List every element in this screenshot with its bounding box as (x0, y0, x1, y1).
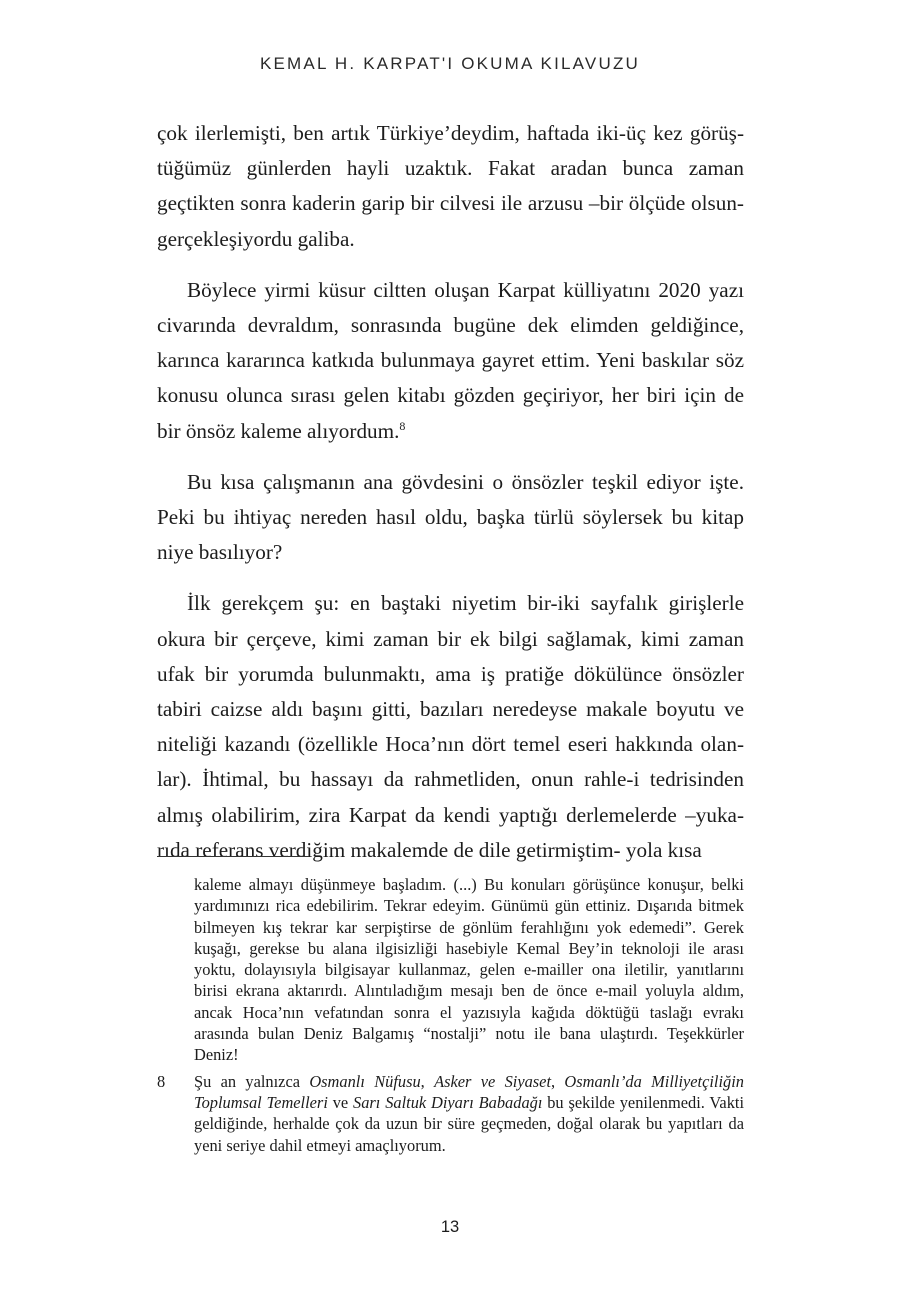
footnote-separator (157, 856, 309, 857)
book-title: Osmanlı’da Milliyetçiliğin Toplumsal Temelleri (194, 1071, 744, 1112)
footnote-8-text: Şu an yalnızca Osmanlı Nüfusu, Asker ve Siyaset, Osmanlı’da Milliyetçiliğin Toplumsal Temelleri ve Sarı Saltuk Diyarı Babadağı bu şekilde yenilenmedi. Vakti geldiğinde, herhalde çok da uzun bir süre geçmeden, doğal olarak bu yapıtları da yeni seriye dahil etmeyi amaçlıyorum. (194, 1071, 744, 1155)
paragraph-2 (157, 273, 744, 449)
paragraph-1: çok ilerlemişti, ben artık Türkiye’deydim, haftada iki-üç kez görüştüğümüz günlerden hayli uzaktık. Fakat aradan bunca zaman geçtikten sonra kaderin garip bir cilvesi ile arzusu –bir ölçüde olsun- gerçekleşiyordu galiba. (157, 121, 744, 251)
paragraph-3: Bu kısa çalışmanın ana gövdesini o önsözler teşkil ediyor işte. Peki bu ihtiyaç nereden hasıl oldu, başka türlü söylersek bu kitap niye basılıyor? (157, 469, 744, 565)
footnote-8 (157, 1071, 744, 1156)
paragraph-2-text: Böylece yirmi küsur ciltten oluşan Karpat külliyatını 2020 yazı civarında devraldım, sonrasında bugüne dek elimden geldiğince, karınca kararınca katkıda bulunmaya gayret ettim. Yeni baskılar söz konusu olunca sırası gelen kitabı gözden geçiriyor, her biri için de bir önsöz kaleme alıyordum. (157, 277, 744, 443)
running-head: KEMAL H. KARPAT'I OKUMA KILAVUZU (259, 54, 641, 73)
paragraph-4: İlk gerekçem şu: en baştaki niyetim bir-iki sayfalık girişlerle okura bir çerçeve, kimi zaman bir ek bilgi sağlamak, kimi zaman ufak bir yorumda bulunmaktı, ama iş pratiğe dökülünce önsözler tabiri caizse aldı başını gitti, bazıları neredeyse makale boyutu ve niteliği kazandı (özellikle Hoca’nın dört temel eseri hakkında olanlar). İhtimal, bu hassayı da rahmetliden, onun rahle-i tedrisinden almış olabilirim, zira Karpat da kendi yaptığı derlemelerde –yukarıda referans verdiğim makalemde de dile getirmiştim- yola kısa (157, 591, 744, 862)
footnotes (157, 874, 744, 1161)
main-text (157, 116, 744, 884)
footnote-ref-8[interactable]: 8 (399, 418, 406, 433)
footnote-continued (157, 874, 744, 1066)
book-title: Sarı Saltuk Diyarı Babadağı (353, 1092, 543, 1112)
page-number: 13 (440, 1218, 460, 1236)
footnote-number: 8 (157, 1071, 166, 1091)
footnote-continued-text: kaleme almayı düşünmeye başladım. (...) Bu konuları görüşünce konuşur, belki yardımınızı rica edebilirim. Tekrar edeyim. Günümü gün ettiniz. Dışarıda bitmek bilmeyen kış tekrar kar serpiştirse de gönlüm ferahlığını yok edemedi”. Gerek kuşağı, gerekse bu alana ilgisizliği hasebiyle Kemal Bey’in teknoloji ile arası yoktu, dolayısıyla bilgisayar kullanmaz, gelen e-mailler ona iletilir, yanıtlarını birisi ekrana aktarırdı. Alıntıladığım mesajı ben de önce e-mail yoluyla aldım, ancak Hoca’nın vefatından sonra el yazısıyla kağıda döktüğü taslağı evrakı arasında bulan Deniz Balgamış “nostalji” notu ile bana ulaştırdı. Teşekkürler Deniz! (194, 875, 744, 1065)
book-title: Asker ve Siyaset (434, 1071, 551, 1091)
book-title: Osmanlı Nüfusu (309, 1071, 421, 1091)
